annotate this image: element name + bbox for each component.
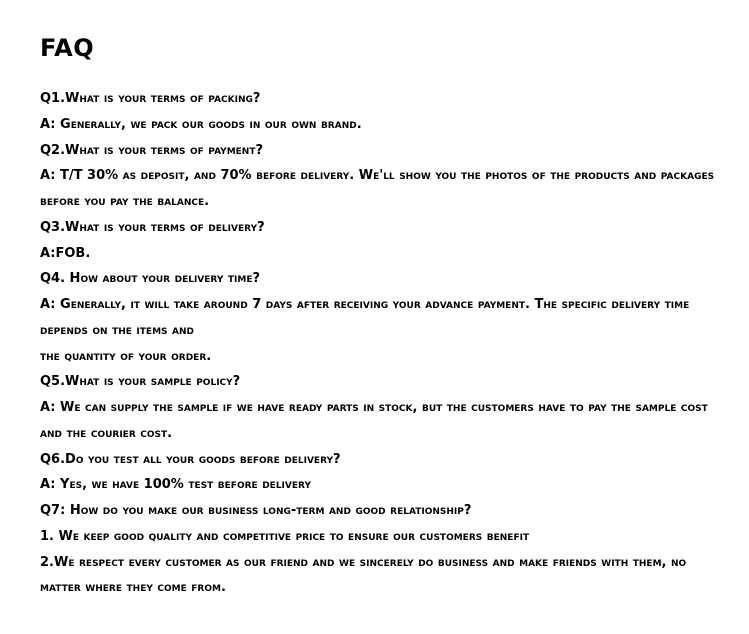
faq-line: A: T/T 30% as deposit, and 70% before delivery. We'll show you the photos of the products and packages [40, 168, 715, 184]
faq-line: Q3.What is your terms of delivery? [40, 219, 265, 235]
faq-line: Q6.Do you test all your goods before delivery? [40, 451, 341, 467]
faq-line: Q5.What is your sample policy? [40, 374, 241, 390]
faq-line: before you pay the balance. [40, 194, 210, 209]
faq-line: A:FOB. [40, 245, 91, 261]
faq-line: and the courier cost. [40, 425, 173, 441]
faq-line: A: Yes, we have 100% test before delivery [40, 477, 311, 493]
faq-line: matter where they come from. [40, 580, 226, 596]
faq-line: A: We can supply the sample if we have ready parts in stock, but the customers have to pay the sample cost [40, 400, 708, 415]
faq-line: depends on the items and [40, 322, 194, 338]
faq-line: the quantity of your order. [40, 348, 212, 364]
faq-line: A: Generally, it will take around 7 days after receiving your advance payment. The specific delivery time [40, 297, 690, 312]
faq-line: Q1.What is your terms of packing? [40, 91, 261, 106]
faq-line: A: Generally, we pack our goods in our own brand. [40, 116, 362, 132]
faq-line: 1. We keep good quality and competitive price to ensure our customers benefit [40, 528, 530, 544]
faq-line: Q7: How do you make our business long-term and good relationship? [40, 503, 472, 518]
page-title: FAQ [40, 34, 95, 62]
faq-list [40, 86, 730, 601]
faq-line: 2.We respect every customer as our friend and we sincerely do business and make friends with them, no [40, 554, 687, 570]
faq-line: Q2.What is your terms of payment? [40, 142, 264, 158]
faq-line: Q4. How about your delivery time? [40, 271, 261, 287]
